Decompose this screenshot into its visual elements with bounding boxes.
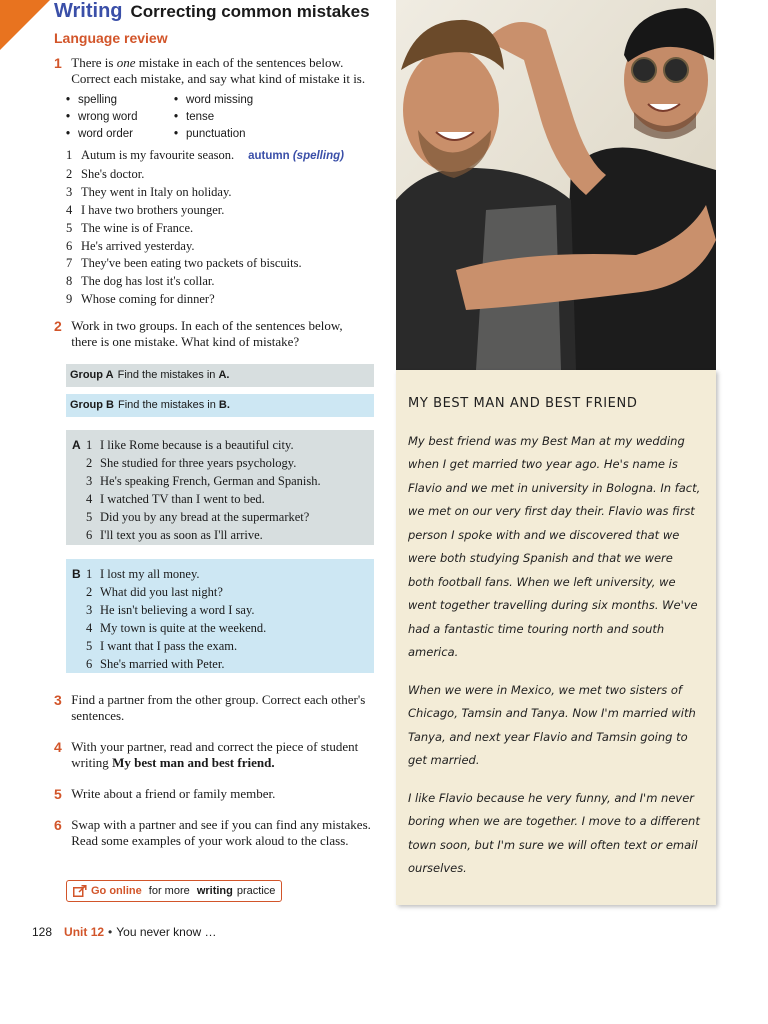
instr-text: writing <box>71 755 113 770</box>
item-number: 8 <box>66 274 73 289</box>
list-item <box>72 583 368 601</box>
exercise-4-instructions <box>54 739 374 771</box>
exercise-1-instructions <box>54 55 374 87</box>
item-text: My town is quite at the weekend. <box>100 621 267 635</box>
bullet-item: • word missing <box>174 92 253 109</box>
item-number: 2 <box>66 166 73 181</box>
exercise-5-instructions <box>54 786 374 803</box>
list-item <box>72 436 368 454</box>
item-number: 6 <box>66 238 73 253</box>
box-label: A <box>72 438 81 452</box>
item-text: The dog has lost it's collar. <box>81 274 215 289</box>
corner-tab <box>0 0 50 50</box>
item-text: What did you last night? <box>100 585 223 599</box>
page-number: 128 <box>32 925 53 939</box>
item-number: 6 <box>86 657 93 671</box>
page-title <box>54 0 370 23</box>
item-number: 5 <box>86 510 93 524</box>
list-item <box>72 565 368 583</box>
bullet-column-right <box>174 92 253 143</box>
group-b-bar <box>66 394 374 417</box>
sentence-box-b <box>66 559 374 673</box>
list-item <box>66 202 376 220</box>
list-item <box>66 238 376 256</box>
group-label: Group B <box>70 399 114 411</box>
item-number: 1 <box>66 148 73 162</box>
list-item <box>72 490 368 508</box>
go-online-bold: writing <box>196 884 233 897</box>
item-number: 2 <box>86 456 93 470</box>
item-number: 3 <box>86 603 93 617</box>
instr-emphasis: one <box>116 55 136 70</box>
letter-paragraph: I like Flavio because he very funny, and I'm never boring when we are together. I move to a different town soon, but I'm sure we will often text or email ourselves. <box>408 790 700 875</box>
instr-bold: My best man and best friend. <box>112 755 275 770</box>
box-label: B <box>72 567 81 581</box>
item-number: 5 <box>66 220 73 235</box>
exercise-number: 6 <box>54 817 62 833</box>
list-item <box>72 472 368 490</box>
letter-paragraph: My best friend was my Best Man at my wedding when I get married two year ago. He's name is Flavio and we met in university in Bologna. In fact, we met on our very first day their. Flavio was first person I spoke with and we discovered that we were both studying Spanish and that we were both football fans. When we left university, we went together travelling during six months. We've had a fantastic time touring north and south america. <box>408 433 701 659</box>
item-text: Autum is my favourite season. <box>81 148 235 162</box>
go-online-link[interactable] <box>66 880 282 902</box>
item-text: He's arrived yesterday. <box>81 238 195 253</box>
letter-title: MY BEST MAN AND BEST FRIEND <box>408 396 638 411</box>
bullet-item: • punctuation <box>174 126 253 143</box>
instr-text: there is one mistake. What kind of mistake? <box>71 334 300 349</box>
item-text: I like Rome because is a beautiful city. <box>100 438 294 452</box>
unit-title: You never know … <box>116 925 217 939</box>
exercise-2-instructions <box>54 318 374 350</box>
instr-text: Swap with a partner and see if you can find any mistakes. <box>71 817 371 832</box>
item-text: She studied for three years psychology. <box>100 456 297 470</box>
go-online-end: practice <box>236 884 276 897</box>
answer-word: autumn <box>248 150 290 162</box>
list-item <box>66 184 376 202</box>
list-item <box>72 619 368 637</box>
list-item <box>66 255 376 273</box>
item-text: She's doctor. <box>81 166 145 181</box>
instr-text: mistake in each of the sentences below. <box>135 55 344 70</box>
exercise-number: 3 <box>54 692 62 708</box>
item-text: I want that I pass the exam. <box>100 639 238 653</box>
answer-type: (spelling) <box>292 150 344 162</box>
instr-text: Write about a friend or family member. <box>71 786 276 801</box>
item-text: He's speaking French, German and Spanish. <box>100 474 321 488</box>
instr-text: Work in two groups. In each of the sentences below, <box>71 318 343 333</box>
item-text: I'll text you as soon as I'll arrive. <box>100 528 263 542</box>
item-text: They've been eating two packets of biscuits. <box>81 256 302 271</box>
group-a-bar <box>66 364 374 387</box>
example-answer <box>248 150 344 162</box>
letter-paragraph: When we were in Mexico, we met two sisters of Chicago, Tamsin and Tanya. Now I'm married with Tanya, and next year Flavio and Tamsin going to get married. <box>408 682 696 767</box>
bullet-column-left <box>66 92 137 143</box>
item-number: 6 <box>86 528 93 542</box>
exercise-number: 1 <box>54 55 62 71</box>
exercise-3-instructions <box>54 692 374 724</box>
exercise-1-sentences <box>66 147 376 309</box>
item-number: 2 <box>86 585 93 599</box>
friends-photo-illustration <box>396 0 716 370</box>
group-text: Find the mistakes in <box>118 399 216 411</box>
title-main: Writing <box>54 0 123 22</box>
bullet-item: • spelling <box>66 92 137 109</box>
section-heading: Language review <box>54 30 168 46</box>
list-item <box>72 526 368 544</box>
item-number: 3 <box>86 474 93 488</box>
list-item <box>72 601 368 619</box>
unit-label: Unit 12 <box>64 925 105 939</box>
item-number: 7 <box>66 256 73 271</box>
instr-text: Correct each mistake, and say what kind of mistake it is. <box>71 71 366 86</box>
item-text: The wine is of France. <box>81 220 194 235</box>
item-number: 3 <box>66 184 73 199</box>
list-item <box>66 147 376 166</box>
exercise-number: 2 <box>54 318 62 334</box>
instr-text: With your partner, read and correct the piece of student <box>71 739 359 754</box>
go-online-mid: for more <box>145 884 193 897</box>
item-text: He isn't believing a word I say. <box>100 603 255 617</box>
item-text: I watched TV than I went to bed. <box>100 492 265 506</box>
item-text: She's married with Peter. <box>100 657 225 671</box>
exercise-number: 5 <box>54 786 62 802</box>
photo-two-friends <box>396 0 716 370</box>
list-item <box>72 637 368 655</box>
bullet-item: • wrong word <box>66 109 137 126</box>
student-writing-card <box>396 370 716 905</box>
group-label: Group A <box>70 369 114 381</box>
item-text: Did you by any bread at the supermarket? <box>100 510 310 524</box>
list-item <box>72 508 368 526</box>
item-text: Whose coming for dinner? <box>81 292 215 307</box>
instr-text: Read some examples of your work aloud to the class. <box>71 833 349 848</box>
exercise-number: 4 <box>54 739 62 755</box>
title-sub: Correcting common mistakes <box>130 2 370 21</box>
item-number: 1 <box>86 567 93 581</box>
group-letter: A. <box>218 369 230 381</box>
list-item <box>66 166 376 184</box>
instr-text: sentences. <box>71 708 125 723</box>
instr-text: Find a partner from the other group. Correct each other's <box>71 692 366 707</box>
list-item <box>66 291 376 309</box>
item-number: 4 <box>86 492 93 506</box>
item-number: 4 <box>66 202 73 217</box>
item-text: I have two brothers younger. <box>81 202 225 217</box>
item-number: 4 <box>86 621 93 635</box>
sentence-box-a <box>66 430 374 545</box>
item-text: They went in Italy on holiday. <box>81 184 232 199</box>
bullet-item: • tense <box>174 109 253 126</box>
item-number: 5 <box>86 639 93 653</box>
footer-separator: • <box>108 925 113 939</box>
list-item <box>72 655 368 673</box>
item-text: I lost my all money. <box>100 567 200 581</box>
list-item <box>66 273 376 291</box>
exercise-6-instructions <box>54 817 374 849</box>
page-footer <box>32 925 217 939</box>
list-item <box>72 454 368 472</box>
item-number: 1 <box>86 438 93 452</box>
group-text: Find the mistakes in <box>117 369 216 381</box>
go-online-label: Go online <box>91 884 142 897</box>
group-letter: B. <box>218 399 230 411</box>
list-item <box>66 220 376 238</box>
instr-text: There is <box>71 55 117 70</box>
external-link-icon <box>73 885 87 897</box>
bullet-item: • word order <box>66 126 137 143</box>
item-number: 9 <box>66 292 73 307</box>
